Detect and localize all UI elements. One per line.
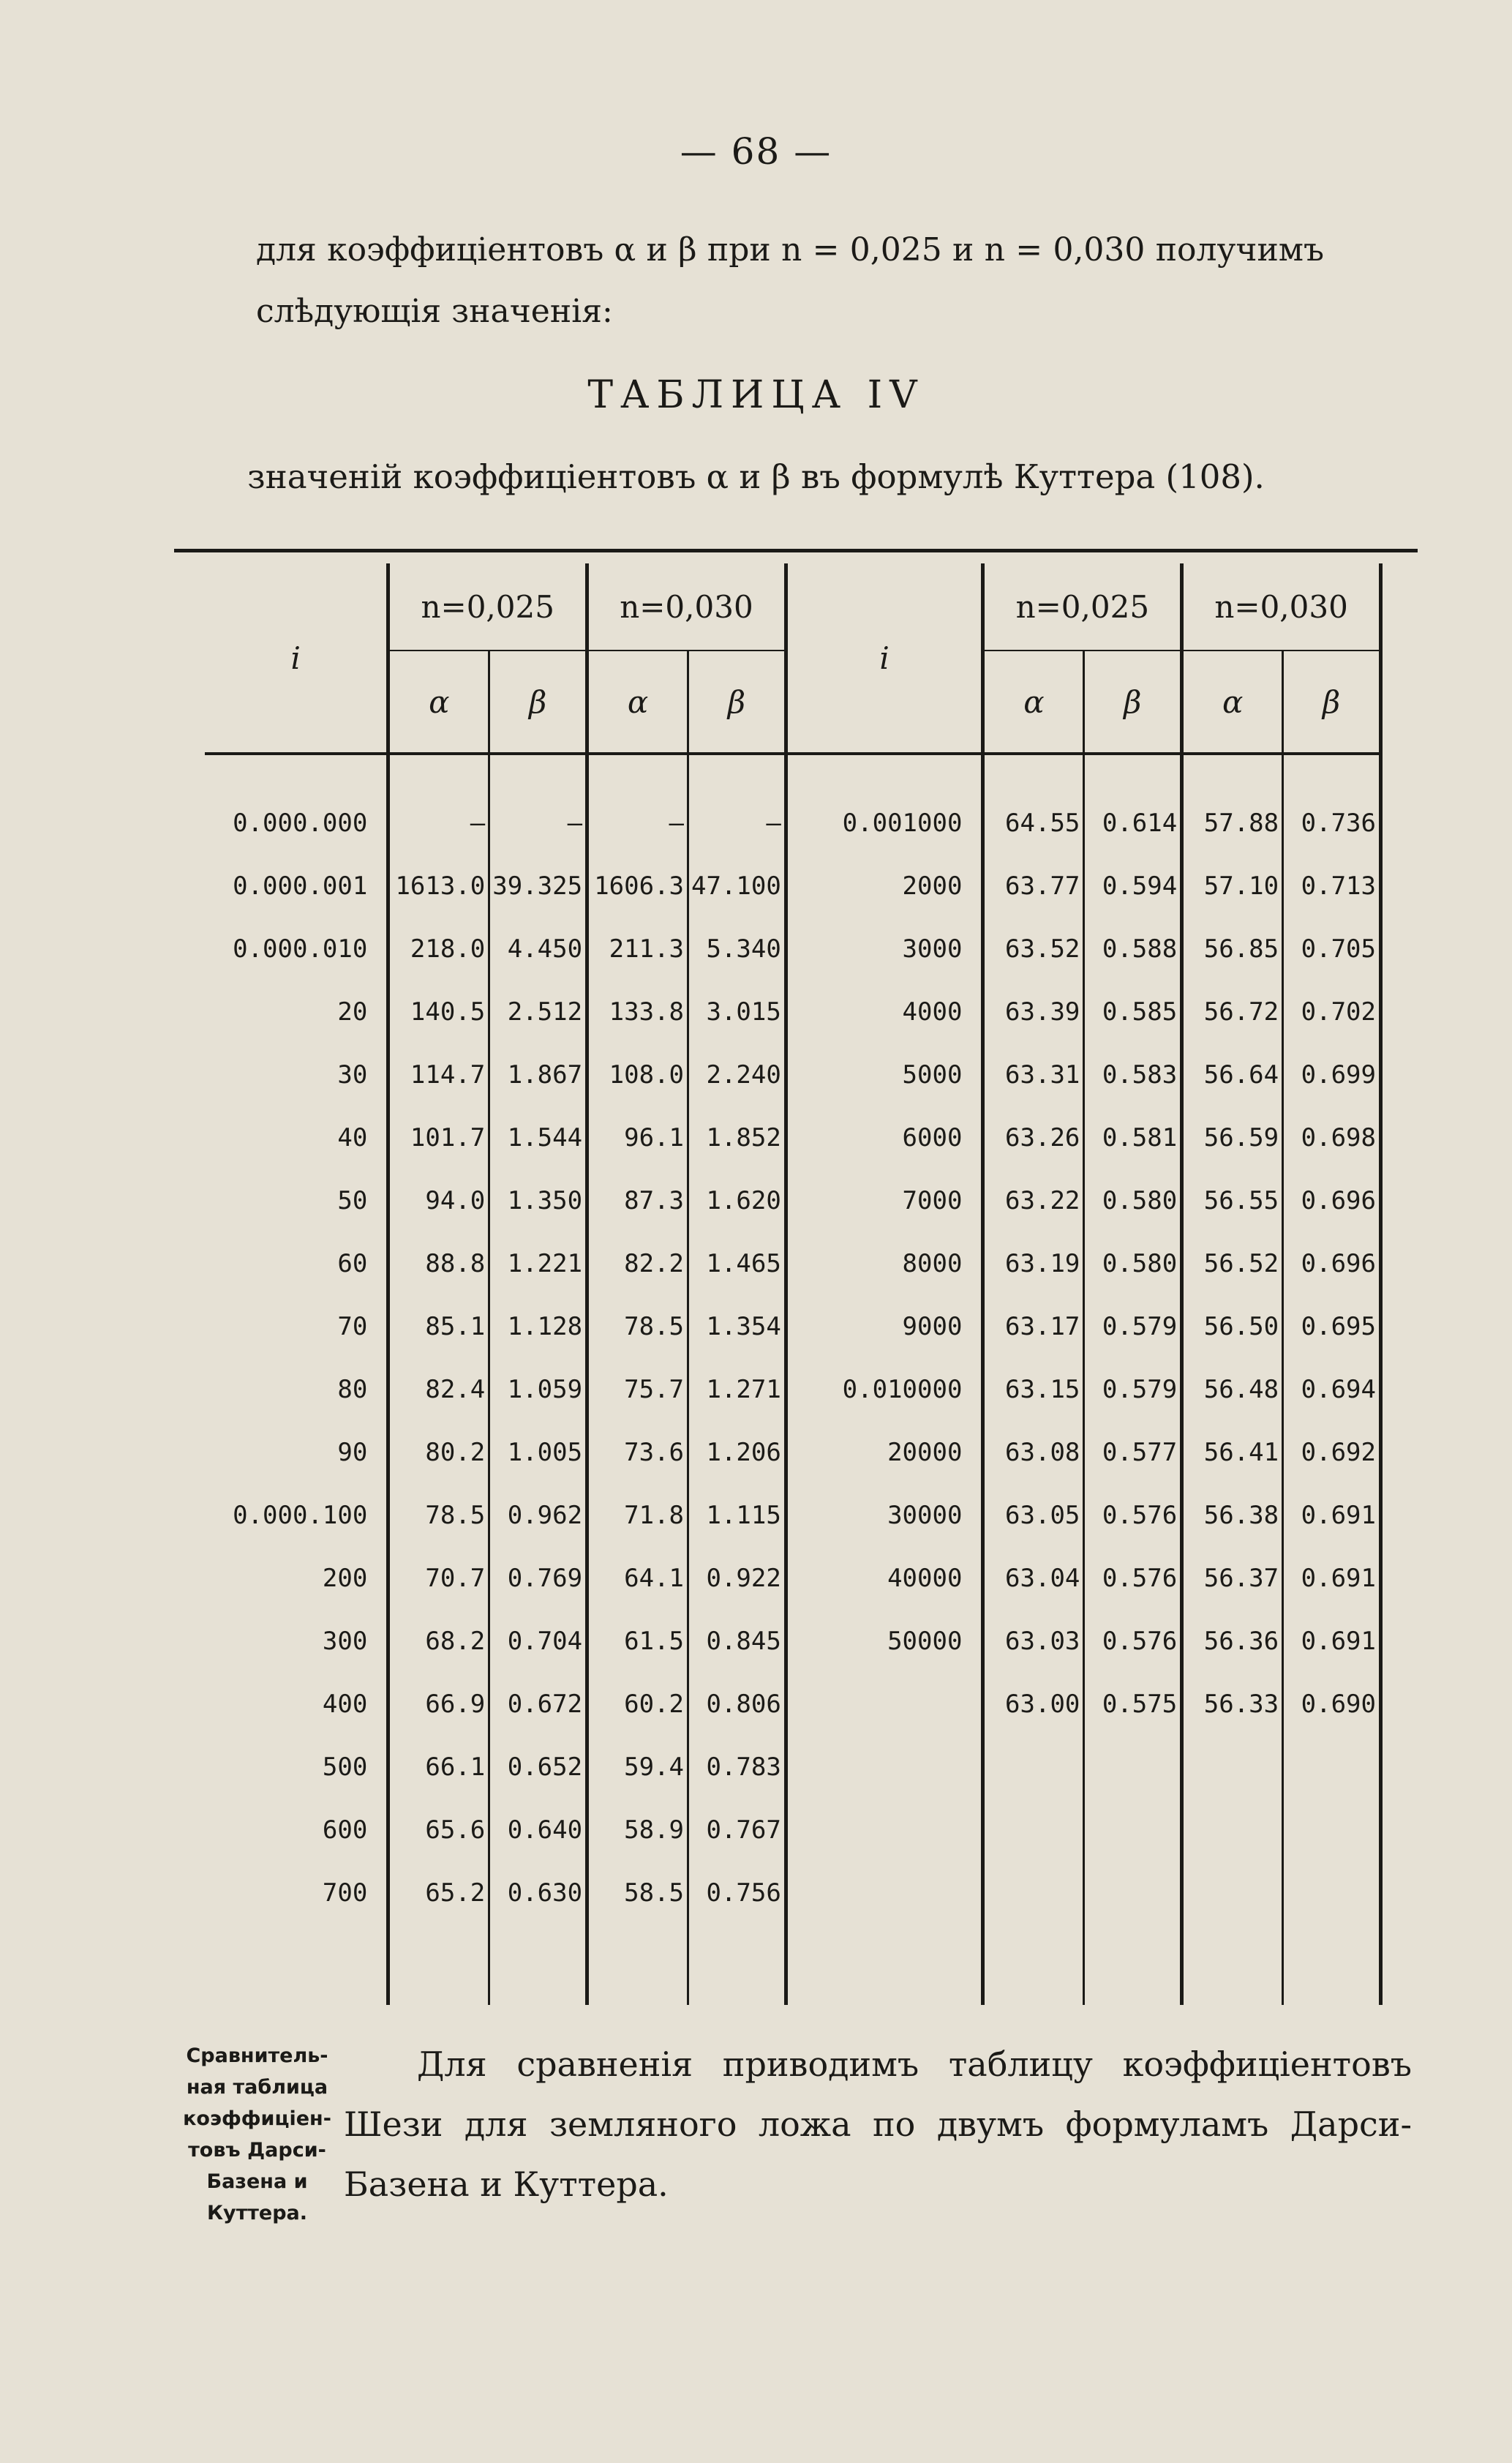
cell-beta-n2-left: 0.783 [688, 1736, 786, 1799]
cell-alpha-n2-right: 56.50 [1182, 1295, 1283, 1358]
cell-i-right: 40000 [786, 1547, 983, 1610]
cell-alpha-n1-right: 63.05 [983, 1484, 1084, 1547]
cell-beta-n1-right: 0.575 [1084, 1673, 1182, 1736]
cell-beta-n1-left: 0.672 [489, 1673, 587, 1736]
cell-beta-n1-right: 0.576 [1084, 1547, 1182, 1610]
cell-beta-n1-left: 0.640 [489, 1799, 587, 1862]
cell-alpha-n2-right: 56.85 [1182, 918, 1283, 981]
cell-beta-n2-left: 1.852 [688, 1106, 786, 1169]
cell-beta-n2-left: 0.806 [688, 1673, 786, 1736]
cell-i-left: 70 [337, 1312, 368, 1341]
cell-alpha-n2-right: 56.41 [1182, 1421, 1283, 1484]
page-number: — 68 — [680, 130, 832, 173]
cell-beta-n1-right: 0.577 [1084, 1421, 1182, 1484]
cell-beta-n2-right: 0.691 [1283, 1484, 1381, 1547]
cell-beta-n1-left: 1.350 [489, 1169, 587, 1232]
cell-i-right: 6000 [786, 1106, 983, 1169]
cell-alpha-n1-left: 65.2 [388, 1862, 489, 1924]
table-row [205, 1799, 1381, 1862]
cell-beta-n1-right: 0.585 [1084, 981, 1182, 1043]
cell-beta-n2-right: 0.698 [1283, 1106, 1381, 1169]
cell-alpha-n2-right: 56.48 [1182, 1358, 1283, 1421]
cell-beta-n1-right: 0.583 [1084, 1043, 1182, 1106]
col-header-n2-left: n=0,030 [587, 563, 786, 651]
cell-beta-n2-left: 1.465 [688, 1232, 786, 1295]
cell-i-right: 9000 [786, 1295, 983, 1358]
table-bottom-padding-row [205, 1924, 1381, 2005]
table-row [205, 1421, 1381, 1484]
cell-alpha-n1-left: 80.2 [388, 1421, 489, 1484]
cell-beta-n1-left: 1.128 [489, 1295, 587, 1358]
cell-alpha-n2-right [1182, 1736, 1283, 1799]
cell-alpha-n1-right: 63.19 [983, 1232, 1084, 1295]
margin-note: Сравнитель-ная таблица коэффиціен-товъ Дарси-Базена и Куттера. [183, 2044, 331, 2224]
cell-beta-n1-right [1084, 1799, 1182, 1862]
coefficients-table [205, 563, 1383, 2005]
col-header-alpha: α [587, 651, 688, 754]
col-header-alpha: α [1182, 651, 1283, 754]
cell-alpha-n2-left: 133.8 [587, 981, 688, 1043]
col-header-n1-left: n=0,025 [388, 563, 587, 651]
cell-alpha-n1-right [983, 1862, 1084, 1924]
cell-alpha-n2-left: 1606.3 [587, 855, 688, 918]
cell-alpha-n1-right: 63.08 [983, 1421, 1084, 1484]
cell-alpha-n2-left: 58.9 [587, 1799, 688, 1862]
cell-alpha-n2-right: 56.64 [1182, 1043, 1283, 1106]
cell-beta-n1-left: 4.450 [489, 918, 587, 981]
cell-beta-n2-right: 0.692 [1283, 1421, 1381, 1484]
cell-beta-n2-right [1283, 1736, 1381, 1799]
cell-beta-n1-right: 0.576 [1084, 1484, 1182, 1547]
cell-alpha-n1-left: 1613.0 [388, 855, 489, 918]
cell-beta-n2-right: 0.696 [1283, 1232, 1381, 1295]
cell-alpha-n1-left: 66.1 [388, 1736, 489, 1799]
cell-beta-n2-right: 0.699 [1283, 1043, 1381, 1106]
cell-beta-n2-right [1283, 1799, 1381, 1862]
cell-beta-n2-left: 1.620 [688, 1169, 786, 1232]
col-header-beta: β [489, 651, 587, 754]
cell-beta-n1-left: 39.325 [489, 855, 587, 918]
cell-i-left: 90 [337, 1438, 368, 1467]
cell-beta-n2-left: 1.354 [688, 1295, 786, 1358]
cell-beta-n1-right: 0.576 [1084, 1610, 1182, 1673]
cell-alpha-n1-right: 63.22 [983, 1169, 1084, 1232]
cell-alpha-n1-left: 140.5 [388, 981, 489, 1043]
cell-beta-n2-right: 0.696 [1283, 1169, 1381, 1232]
cell-i-right [786, 1862, 983, 1924]
cell-i-right [786, 1799, 983, 1862]
cell-beta-n2-left: 1.271 [688, 1358, 786, 1421]
cell-beta-n2-right: 0.713 [1283, 855, 1381, 918]
cell-alpha-n1-right: 63.52 [983, 918, 1084, 981]
cell-alpha-n1-left: 101.7 [388, 1106, 489, 1169]
cell-beta-n2-left: 1.206 [688, 1421, 786, 1484]
col-header-n2-right: n=0,030 [1182, 563, 1381, 651]
cell-beta-n1-left: 1.867 [489, 1043, 587, 1106]
cell-beta-n1-left: 0.704 [489, 1610, 587, 1673]
cell-beta-n2-right: 0.694 [1283, 1358, 1381, 1421]
cell-beta-n1-left: 0.962 [489, 1484, 587, 1547]
table-title: ТАБЛИЦА IV [587, 373, 925, 417]
cell-beta-n2-right: 0.705 [1283, 918, 1381, 981]
cell-beta-n1-left: 1.059 [489, 1358, 587, 1421]
cell-alpha-n2-left: 60.2 [587, 1673, 688, 1736]
cell-alpha-n1-right [983, 1736, 1084, 1799]
cell-i-left: 60 [337, 1249, 368, 1278]
col-header-i-left: i [205, 563, 388, 754]
cell-alpha-n1-right: 63.26 [983, 1106, 1084, 1169]
cell-beta-n2-left: 0.756 [688, 1862, 786, 1924]
cell-beta-n2-right: 0.691 [1283, 1547, 1381, 1610]
cell-alpha-n1-left: 66.9 [388, 1673, 489, 1736]
cell-i-right: 8000 [786, 1232, 983, 1295]
cell-alpha-n1-left: 68.2 [388, 1610, 489, 1673]
cell-i-left: 0.000.100 [233, 1501, 368, 1530]
cell-beta-n1-left: 0.652 [489, 1736, 587, 1799]
col-header-i-right: i [786, 563, 983, 754]
cell-i-left: 700 [322, 1878, 368, 1908]
cell-alpha-n2-right: 56.55 [1182, 1169, 1283, 1232]
cell-i-right: 20000 [786, 1421, 983, 1484]
table-row [205, 1106, 1381, 1169]
cell-i-left: 200 [322, 1564, 368, 1593]
cell-alpha-n1-left: 88.8 [388, 1232, 489, 1295]
table-row [205, 1862, 1381, 1924]
cell-alpha-n2-right: 56.52 [1182, 1232, 1283, 1295]
cell-i-left: 0.000.000 [233, 809, 368, 838]
cell-beta-n1-left: 0.630 [489, 1862, 587, 1924]
col-header-beta: β [688, 651, 786, 754]
cell-alpha-n1-left: 65.6 [388, 1799, 489, 1862]
cell-i-left: 400 [322, 1690, 368, 1719]
table-row [205, 1295, 1381, 1358]
cell-beta-n2-right [1283, 1862, 1381, 1924]
cell-i-right: 5000 [786, 1043, 983, 1106]
cell-alpha-n2-right: 57.88 [1182, 792, 1283, 855]
cell-alpha-n1-right [983, 1799, 1084, 1862]
cell-beta-n1-right [1084, 1862, 1182, 1924]
cell-alpha-n1-left: 78.5 [388, 1484, 489, 1547]
cell-alpha-n2-left: 61.5 [587, 1610, 688, 1673]
table-top-rule [174, 549, 1418, 552]
cell-i-left: 50 [337, 1186, 368, 1215]
comparison-paragraph: Для сравненія приводимъ таблицу коэффиціентовъ Шези для земляного ложа по двумъ формуламъ Дарси-Базена и Куттера. [344, 2044, 1412, 2204]
table-row [205, 918, 1381, 981]
cell-beta-n1-right: 0.580 [1084, 1232, 1182, 1295]
table-row [205, 1358, 1381, 1421]
cell-alpha-n2-left: 64.1 [587, 1547, 688, 1610]
cell-beta-n2-right: 0.691 [1283, 1610, 1381, 1673]
cell-i-right: 30000 [786, 1484, 983, 1547]
cell-i-right: 4000 [786, 981, 983, 1043]
intro-paragraph: для коэффиціентовъ α и β при n = 0,025 и n = 0,030 получимъ слѣдующія значенія: [256, 231, 1324, 330]
cell-beta-n2-left: 0.767 [688, 1799, 786, 1862]
cell-i-left: 300 [322, 1627, 368, 1656]
cell-i-left: 0.000.001 [233, 871, 368, 901]
cell-alpha-n1-right: 63.39 [983, 981, 1084, 1043]
cell-alpha-n2-left: 96.1 [587, 1106, 688, 1169]
cell-beta-n2-right: 0.702 [1283, 981, 1381, 1043]
cell-alpha-n1-right: 63.00 [983, 1673, 1084, 1736]
cell-alpha-n1-right: 63.17 [983, 1295, 1084, 1358]
cell-alpha-n2-right [1182, 1862, 1283, 1924]
cell-alpha-n2-left: 87.3 [587, 1169, 688, 1232]
cell-alpha-n1-right: 63.77 [983, 855, 1084, 918]
cell-beta-n1-left: 0.769 [489, 1547, 587, 1610]
cell-alpha-n2-right: 56.72 [1182, 981, 1283, 1043]
cell-i-right: 0.010000 [786, 1358, 983, 1421]
table-header-row-groups [205, 563, 1381, 651]
cell-alpha-n1-right: 63.03 [983, 1610, 1084, 1673]
cell-beta-n2-left: 1.115 [688, 1484, 786, 1547]
cell-beta-n1-right: 0.594 [1084, 855, 1182, 918]
cell-i-left: 40 [337, 1123, 368, 1152]
col-header-beta: β [1283, 651, 1381, 754]
cell-i-left: 20 [337, 997, 368, 1027]
cell-alpha-n2-left: 211.3 [587, 918, 688, 981]
cell-alpha-n1-right: 64.55 [983, 792, 1084, 855]
cell-i-left: 600 [322, 1815, 368, 1845]
table-row [205, 855, 1381, 918]
col-header-alpha: α [983, 651, 1084, 754]
cell-alpha-n2-right: 56.36 [1182, 1610, 1283, 1673]
cell-beta-n1-left: 1.221 [489, 1232, 587, 1295]
cell-alpha-n1-left: 218.0 [388, 918, 489, 981]
cell-alpha-n1-left: 85.1 [388, 1295, 489, 1358]
cell-i-right: 7000 [786, 1169, 983, 1232]
table-row [205, 792, 1381, 855]
cell-alpha-n2-left: 82.2 [587, 1232, 688, 1295]
cell-alpha-n2-right [1182, 1799, 1283, 1862]
cell-beta-n2-left: 5.340 [688, 918, 786, 981]
table-row [205, 1673, 1381, 1736]
cell-i-left: 500 [322, 1752, 368, 1782]
cell-beta-n2-right: 0.695 [1283, 1295, 1381, 1358]
cell-alpha-n2-left: 75.7 [587, 1358, 688, 1421]
cell-i-right [786, 1736, 983, 1799]
cell-beta-n1-right [1084, 1736, 1182, 1799]
table-row [205, 1043, 1381, 1106]
cell-beta-n2-left: 2.240 [688, 1043, 786, 1106]
cell-beta-n1-right: 0.579 [1084, 1358, 1182, 1421]
cell-beta-n1-right: 0.580 [1084, 1169, 1182, 1232]
cell-beta-n1-left: 1.544 [489, 1106, 587, 1169]
col-header-alpha: α [388, 651, 489, 754]
cell-alpha-n2-right: 56.38 [1182, 1484, 1283, 1547]
cell-beta-n2-left: 47.100 [688, 855, 786, 918]
table-row [205, 1736, 1381, 1799]
cell-alpha-n2-left: — [587, 792, 688, 855]
cell-alpha-n2-left: 78.5 [587, 1295, 688, 1358]
cell-i-left: 0.000.010 [233, 934, 368, 964]
col-header-n1-right: n=0,025 [983, 563, 1182, 651]
cell-i-right: 3000 [786, 918, 983, 981]
table-subtitle: значеній коэффиціентовъ α и β въ формулѣ Куттера (108). [247, 457, 1265, 496]
cell-alpha-n2-left: 71.8 [587, 1484, 688, 1547]
cell-alpha-n2-left: 108.0 [587, 1043, 688, 1106]
cell-alpha-n2-right: 56.33 [1182, 1673, 1283, 1736]
table-row [205, 1484, 1381, 1547]
cell-alpha-n1-left: 82.4 [388, 1358, 489, 1421]
cell-alpha-n2-right: 57.10 [1182, 855, 1283, 918]
table-spacer-row [205, 754, 1381, 792]
cell-alpha-n1-left: 70.7 [388, 1547, 489, 1610]
cell-alpha-n2-left: 58.5 [587, 1862, 688, 1924]
cell-i-right: 2000 [786, 855, 983, 918]
cell-beta-n1-right: 0.588 [1084, 918, 1182, 981]
cell-alpha-n1-right: 63.04 [983, 1547, 1084, 1610]
cell-i-left: 80 [337, 1375, 368, 1404]
cell-alpha-n2-left: 73.6 [587, 1421, 688, 1484]
table-row [205, 981, 1381, 1043]
cell-i-right: 50000 [786, 1610, 983, 1673]
cell-alpha-n2-right: 56.37 [1182, 1547, 1283, 1610]
cell-beta-n2-left: 3.015 [688, 981, 786, 1043]
cell-beta-n2-right: 0.690 [1283, 1673, 1381, 1736]
cell-beta-n1-right: 0.579 [1084, 1295, 1182, 1358]
cell-beta-n1-left: 1.005 [489, 1421, 587, 1484]
cell-beta-n2-right: 0.736 [1283, 792, 1381, 855]
col-header-beta: β [1084, 651, 1182, 754]
cell-alpha-n1-left: 94.0 [388, 1169, 489, 1232]
cell-alpha-n1-right: 63.15 [983, 1358, 1084, 1421]
table-row [205, 1232, 1381, 1295]
cell-alpha-n1-left: 114.7 [388, 1043, 489, 1106]
cell-i-right [786, 1673, 983, 1736]
cell-beta-n2-left: 0.845 [688, 1610, 786, 1673]
table-row [205, 1169, 1381, 1232]
cell-alpha-n1-left: — [388, 792, 489, 855]
cell-beta-n1-left: — [489, 792, 587, 855]
cell-beta-n1-right: 0.581 [1084, 1106, 1182, 1169]
cell-alpha-n1-right: 63.31 [983, 1043, 1084, 1106]
table-row [205, 1610, 1381, 1673]
cell-i-right: 0.001000 [786, 792, 983, 855]
cell-i-left: 30 [337, 1060, 368, 1090]
cell-beta-n2-left: 0.922 [688, 1547, 786, 1610]
cell-alpha-n2-right: 56.59 [1182, 1106, 1283, 1169]
cell-beta-n1-left: 2.512 [489, 981, 587, 1043]
cell-beta-n1-right: 0.614 [1084, 792, 1182, 855]
table-row [205, 1547, 1381, 1610]
cell-beta-n2-left: — [688, 792, 786, 855]
cell-alpha-n2-left: 59.4 [587, 1736, 688, 1799]
